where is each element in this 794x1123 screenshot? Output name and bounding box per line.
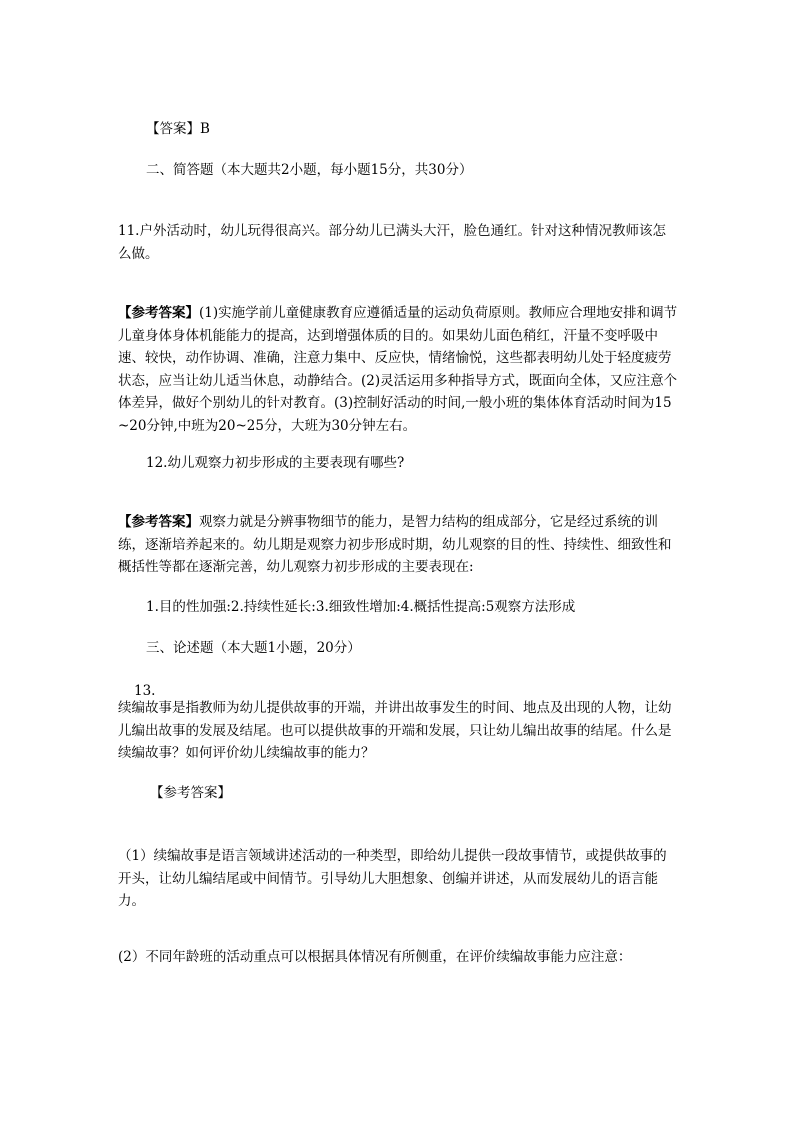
question-13-text: 续编故事是指教师为幼儿提供故事的开端，并讲出故事发生的时间、地点及出现的人物，让幼儿编出故事的发展及结尾。也可以提供故事的开端和发展，只让幼儿编出故事的结尾。什么是续编故事？如何评价幼儿续编故事的能力？ [118, 700, 672, 761]
question-11: 11.户外活动时，幼儿玩得很高兴。部分幼儿已满头大汗，脸色通红。针对这种情况教师该怎么做。 [118, 223, 666, 262]
answer-13-paragraph-2: (2）不同年龄班的活动重点可以根据具体情况有所侧重，在评价续编故事能力应注意： [118, 949, 632, 965]
question-13-number: 13. [134, 683, 156, 699]
reference-answer-label: 【参考答案】 [118, 514, 199, 530]
reference-answer-label: 【参考答案】 [118, 305, 199, 321]
answer-12 [118, 511, 678, 579]
section-2-heading: 二、简答题（本大题共2小题，每小题15分，共30分） [146, 162, 473, 178]
question-12: 12.幼儿观察力初步形成的主要表现有哪些? [146, 455, 405, 471]
answer-11-text: (1)实施学前儿童健康教育应遵循适量的运动负荷原则。教师应合理地安排和调节儿童身体身体机能能力的提高，达到增强体质的目的。如果幼儿面色稍红，汗量不变呼吸中速、较快，动作协调、准确，注意力集中、反应快，情绪愉悦，这些都表明幼儿处于轻度疲劳状态，应当让幼儿适当休息，动静结合。(2)灵活运用多种指导方式，既面向全体，又应注意个体差异，做好个别幼儿的针对教育。(3)控制好活动的时间,一般小班的集体体育活动时间为15~20分钟,中班为20~25分，大班为30分钟左右。 [118, 305, 678, 434]
answer-12-text: 观察力就是分辨事物细节的能力，是智力结构的组成部分，它是经过系统的训练，逐渐培养起来的。幼儿期是观察力初步形成时期，幼儿观察的目的性、持续性、细致性和概括性等都在逐渐完善，幼儿观察力初步形成的主要表现在: [118, 514, 672, 575]
answer-13-label: 【参考答案】 [150, 785, 231, 801]
answer-11 [118, 302, 678, 437]
section-3-heading: 三、论述题（本大题1小题，20分） [146, 640, 361, 656]
answer-13-paragraph-1: （1）续编故事是语言领域讲述活动的一种类型，即给幼儿提供一段故事情节，或提供故事的开头，让幼儿编结尾或中间情节。引导幼儿大胆想象、创编并讲述，从而发展幼儿的语言能力。 [118, 848, 667, 909]
answer-b: 【答案】B [146, 121, 210, 137]
answer-12-list: 1.目的性加强:2.持续性延长:3.细致性增加:4.概括性提高:5观察方法形成 [146, 599, 576, 615]
